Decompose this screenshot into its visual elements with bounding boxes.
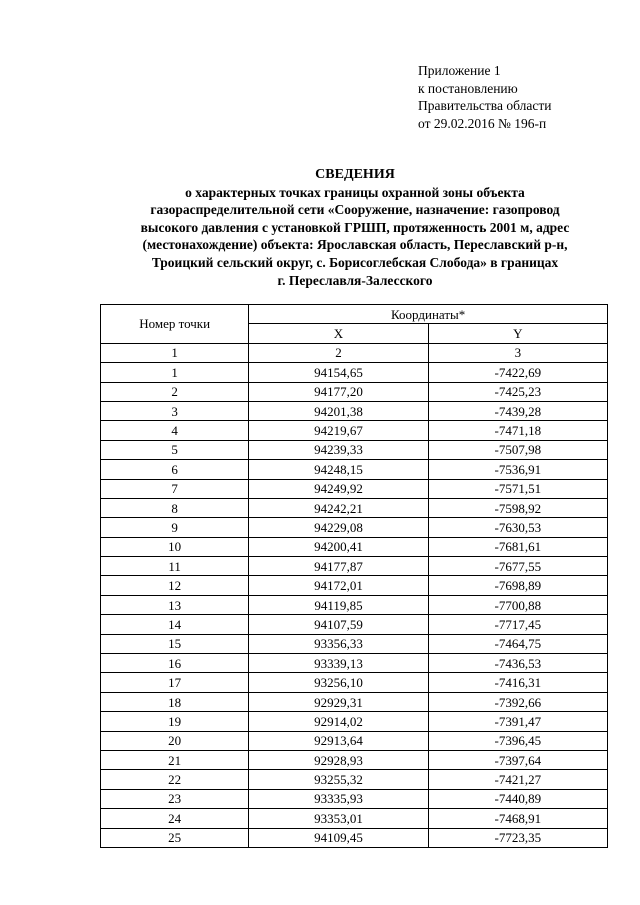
appendix-block [418,62,551,132]
y-coordinate-cell: -7436,53 [428,654,607,673]
x-coordinate-cell: 94177,87 [249,557,428,576]
column-number: 1 [101,343,249,362]
point-number-cell: 18 [101,692,249,711]
table-row [101,615,608,634]
table-column-number-row [101,343,608,362]
y-coordinate-cell: -7717,45 [428,615,607,634]
x-coordinate-cell: 93356,33 [249,634,428,653]
point-number-cell: 3 [101,401,249,420]
heading-line: высокого давления с установкой ГРШП, протяженность 2001 м, адрес [140,219,570,235]
point-number-cell: 1 [101,363,249,382]
point-number-cell: 6 [101,460,249,479]
table-row [101,692,608,711]
table-row [101,634,608,653]
x-coordinate-cell: 92913,64 [249,731,428,750]
table-row [101,518,608,537]
point-number-cell: 8 [101,498,249,517]
table-row [101,770,608,789]
table-row [101,479,608,498]
point-number-cell: 10 [101,537,249,556]
y-coordinate-cell: -7391,47 [428,712,607,731]
point-number-cell: 12 [101,576,249,595]
y-coordinate-cell: -7536,91 [428,460,607,479]
x-coordinate-cell: 93256,10 [249,673,428,692]
y-coordinate-cell: -7425,23 [428,382,607,401]
point-number-cell: 5 [101,440,249,459]
table-row [101,401,608,420]
x-coordinate-cell: 94219,67 [249,421,428,440]
table-row [101,731,608,750]
point-number-cell: 19 [101,712,249,731]
heading-line: газораспределительной сети «Сооружение, назначение: газопровод [150,202,560,218]
table-row [101,673,608,692]
y-coordinate-cell: -7464,75 [428,634,607,653]
x-coordinate-cell: 94107,59 [249,615,428,634]
y-coordinate-cell: -7421,27 [428,770,607,789]
table-body [101,363,608,848]
x-coordinate-cell: 93339,13 [249,654,428,673]
point-number-cell: 17 [101,673,249,692]
table-row [101,828,608,847]
heading-line: (местонахождение) объекта: Ярославская область, Переславский р-н, [142,237,568,253]
table-row [101,460,608,479]
table-row [101,440,608,459]
table-row [101,421,608,440]
appendix-line: Правительства области [418,98,552,113]
x-coordinate-cell: 93335,93 [249,789,428,808]
y-coordinate-cell: -7471,18 [428,421,607,440]
y-coordinate-cell: -7468,91 [428,809,607,828]
table-row [101,789,608,808]
table-row [101,557,608,576]
y-coordinate-cell: -7397,64 [428,750,607,769]
table-row [101,363,608,382]
table-row [101,750,608,769]
point-number-cell: 11 [101,557,249,576]
point-number-cell: 9 [101,518,249,537]
y-coordinate-cell: -7677,55 [428,557,607,576]
x-coordinate-cell: 93255,32 [249,770,428,789]
heading-line: о характерных точках границы охранной зоны объекта [185,184,525,200]
table-row [101,712,608,731]
x-coordinate-cell: 94200,41 [249,537,428,556]
point-number-cell: 4 [101,421,249,440]
heading-line: Троицкий сельский округ, с. Борисоглебская Слобода» в границах [151,254,559,270]
y-coordinate-cell: -7700,88 [428,595,607,614]
y-coordinate-cell: -7598,92 [428,498,607,517]
y-coordinate-cell: -7698,89 [428,576,607,595]
y-coordinate-cell: -7630,53 [428,518,607,537]
y-coordinate-cell: -7416,31 [428,673,607,692]
y-coordinate-cell: -7723,35 [428,828,607,847]
coordinates-table [100,304,608,848]
document-title: СВЕДЕНИЯ [315,167,395,182]
x-coordinate-cell: 94201,38 [249,401,428,420]
x-coordinate-cell: 94248,15 [249,460,428,479]
x-coordinate-cell: 92929,31 [249,692,428,711]
column-number: 3 [428,343,607,362]
table-row [101,498,608,517]
point-number-cell: 21 [101,750,249,769]
x-coordinate-cell: 94154,65 [249,363,428,382]
header-point-number: Номер точки [101,305,249,344]
y-coordinate-cell: -7422,69 [428,363,607,382]
y-coordinate-cell: -7681,61 [428,537,607,556]
x-coordinate-cell: 93353,01 [249,809,428,828]
y-coordinate-cell: -7396,45 [428,731,607,750]
x-coordinate-cell: 94239,33 [249,440,428,459]
y-coordinate-cell: -7392,66 [428,692,607,711]
table-row [101,576,608,595]
x-coordinate-cell: 94249,92 [249,479,428,498]
y-coordinate-cell: -7439,28 [428,401,607,420]
point-number-cell: 13 [101,595,249,614]
x-coordinate-cell: 94172,01 [249,576,428,595]
point-number-cell: 22 [101,770,249,789]
y-coordinate-cell: -7571,51 [428,479,607,498]
table-row [101,595,608,614]
point-number-cell: 24 [101,809,249,828]
table-row [101,809,608,828]
document-heading [100,166,610,289]
header-coordinates: Координаты* [249,305,608,324]
appendix-line: от 29.02.2016 № 196-п [418,115,547,131]
y-coordinate-cell: -7507,98 [428,440,607,459]
point-number-cell: 2 [101,382,249,401]
point-number-cell: 7 [101,479,249,498]
x-coordinate-cell: 94109,45 [249,828,428,847]
x-coordinate-cell: 92928,93 [249,750,428,769]
header-x: X [249,324,428,343]
x-coordinate-cell: 94242,21 [249,498,428,517]
point-number-cell: 14 [101,615,249,634]
table-header-row [101,305,608,324]
point-number-cell: 16 [101,654,249,673]
table-row [101,654,608,673]
x-coordinate-cell: 94229,08 [249,518,428,537]
point-number-cell: 20 [101,731,249,750]
column-number: 2 [249,343,428,362]
y-coordinate-cell: -7440,89 [428,789,607,808]
x-coordinate-cell: 92914,02 [249,712,428,731]
appendix-line: к постановлению [418,80,518,96]
x-coordinate-cell: 94177,20 [249,382,428,401]
table-row [101,537,608,556]
point-number-cell: 25 [101,828,249,847]
table-row [101,382,608,401]
appendix-line: Приложение 1 [418,63,501,78]
point-number-cell: 23 [101,789,249,808]
heading-line: г. Переславля-Залесского [277,272,433,288]
x-coordinate-cell: 94119,85 [249,595,428,614]
point-number-cell: 15 [101,634,249,653]
header-y: Y [428,324,607,343]
